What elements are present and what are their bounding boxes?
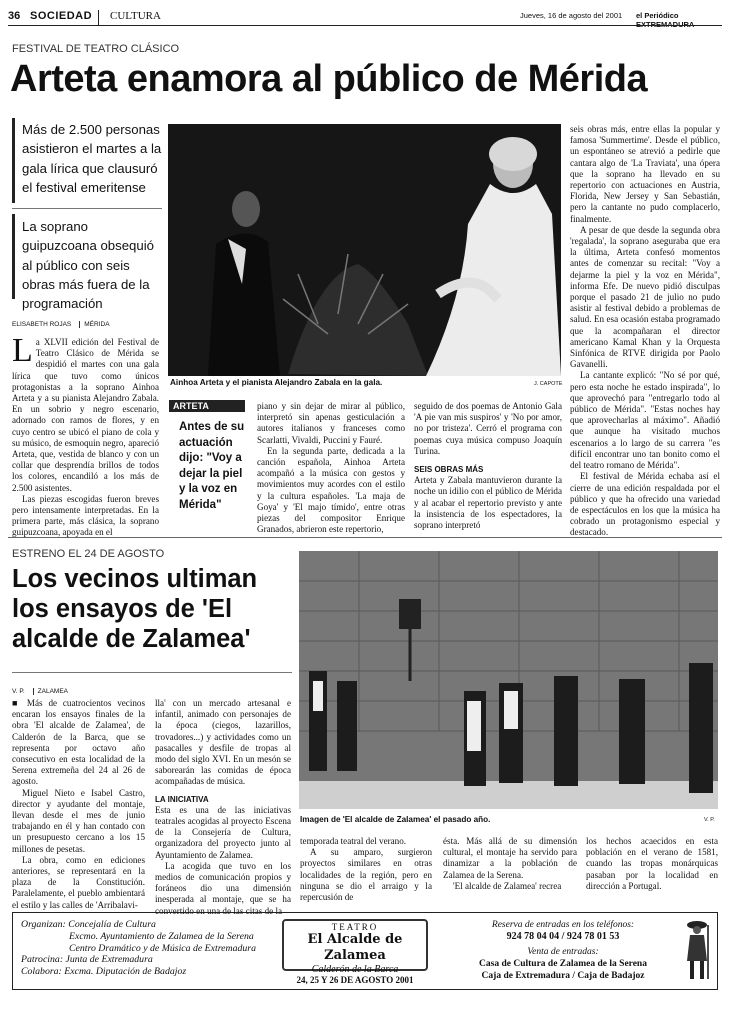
col4-paragraph-d: El festival de Mérida echaba así el cierre de una edición respaldada por el público y que ha ofrecido una variedad de espectáculos en los que la música ha cobrado un protagonismo especial y destacado. [570, 471, 720, 538]
pullquote-text: Antes de su actuación dijo: "Voy a dejar la piel y la voz en Mérida" [179, 421, 245, 511]
ad-author: Calderón de la Barca [311, 964, 399, 975]
article2-kicker: ESTRENO EL 24 DE AGOSTO [12, 548, 165, 560]
byline-place: MÉRIDA [79, 321, 109, 328]
page-number: 36 [8, 10, 21, 22]
section-divider [8, 537, 722, 538]
article2-col4 [443, 836, 577, 892]
advertisement-box [12, 912, 718, 990]
col2-paragraph: piano y sin dejar de mirar al público, interpretó sin apenas gesticulación a autores italianos y franceses como Scarlatti, Vivaldi, Puccini y Fauré. [257, 401, 405, 445]
col4-paragraph-b: A pesar de que desde la segunda obra 'regalada', la soprano aseguraba que era la última, Arteta confesó momentos antes de comenzar su recital: "Voy a dejarme la piel y la voz en Mérida", informa Efe. De nuevo pidió disculpas porque el pasado 21 de julio no pudo asistir al festival debido a problemas de salud. En esa ocasión estaba programado que la acompañaran el director americano Kamal Khan y la Orquesta Sinfónica de RTVE dirigida por Paolo Gavanelli. [570, 224, 720, 370]
a2-col1-paragraph-b: Miguel Nieto e Isabel Castro, director y ayudante del montaje, llevan desde el mes de junio trabajando en él y han contado con un presupuesto cercano a los 15 millones de pesetas. [12, 787, 145, 854]
header-divider [98, 10, 99, 25]
pullquote-label: ARTETA [169, 400, 245, 412]
play-photo-illustration [299, 551, 718, 809]
article2-col2 [155, 698, 291, 917]
article2-col5 [586, 836, 718, 892]
col3-paragraph-b: Arteta y Zabala mantuvieron durante la noche un idilio con el público de Mérida y al acabar el repertorio previsto y ante la insistencia de los espectadores, la soprano interpretó [414, 475, 562, 531]
ad-collab: Excma. Diputación de Badajoz [64, 966, 187, 978]
ad-sales-label: Venta de entradas: [527, 947, 599, 957]
article1-photo-caption: Ainhoa Arteta y el pianista Alejandro Zabala en la gala. [170, 378, 383, 387]
article2-headline: Los vecinos ultiman los ensayos de 'El alcalde de Zalamea' [12, 565, 258, 653]
col3-paragraph: seguido de dos poemas de Antonio Gala 'A pie van mis suspiros' y 'No por amor, no por tristeza'. Cerró el programa con poemas cuya música compuso Joaquín Turina. [414, 401, 562, 456]
ad-play-banner [282, 919, 428, 975]
summary-divider [12, 208, 162, 209]
ad-organizers-label: Organizan: [21, 919, 66, 930]
ad-organizers [21, 919, 283, 978]
a2-col5-paragraph: los hechos acaecidos en esta población en el verano de 1581, cuando las tropas monárquicas pasaban por la localidad en dirección a Portugal. [586, 836, 718, 891]
article1-col3 [414, 401, 562, 531]
col1-paragraph-b: Las piezas escogidas fueron breves pero intensamente interpretadas. En la primera parte, más clásica, la soprano guipuzcoana, apoyada en el [12, 493, 159, 538]
ad-collab-line [21, 966, 283, 978]
a2-col1-paragraph-c: La obra, como en ediciones anteriores, se representará en la plaza de la Constitución. Paralelamente, el pueblo ambientará el estilo y las calles de 'Arribalavi- [12, 854, 145, 910]
byline2-author: V. P. [12, 688, 25, 695]
col3-subhead: SEIS OBRAS MÁS [414, 465, 484, 475]
a2-col2-paragraph-b: Esta es una de las iniciativas teatrales acogidas al proyecto Escena de la Consejería de Cultura, organizadora del proyecto junto al Ayuntamiento de Zalamea. [155, 804, 291, 860]
ad-organizer-2: Excmo. Ayuntamiento de Zalamea de la Serena [69, 930, 254, 942]
article1-col2 [257, 401, 405, 535]
article2-col3 [300, 836, 432, 903]
a2-col3-paragraph-b: A su amparo, surgieron proyectos similares en otras localidades de la región, pero en ninguna se dio el arraigo y la repercusión de [300, 847, 432, 903]
paper-name: el Periódico [636, 11, 679, 20]
a2-col1-paragraph: ■ Más de cuatrocientos vecinos encaran los ensayos finales de la obra 'El alcalde de Zalamea', de Calderón de la Barca, que se representa por octavo año consecutivo en esta localidad de la Serena extremeña del 24 al 26 de agosto. [12, 698, 145, 787]
ad-organizer-3: Centro Dramático y de Música de Extremadura [69, 942, 257, 954]
article2-photo-caption: Imagen de 'El alcalde de Zalamea' el pasado año. [300, 815, 491, 824]
ad-sales-1: Casa de Cultura de Zalamea de la Serena [479, 959, 647, 969]
article1-summary-2: La soprano guipuzcoana obsequió al público con seis obras más fuera de la programación [22, 219, 154, 312]
ad-sponsor-line [21, 954, 283, 966]
article2-photo-credit: V. P. [704, 817, 715, 823]
ad-soldier-figure [681, 917, 713, 983]
ad-sales-2: Caja de Extremadura / Caja de Badajoz [481, 971, 645, 981]
a2-col2-paragraph: lla' con un mercado artesanal e infantil, animado con personajes de la época (ciegos, lazarillos, trovadores...) y actividades como un pasacalles y desfile de tropas al modo del siglo XVI. En un mesón se saborearán las comidas de época acompañadas de música. [155, 698, 291, 787]
soldier-icon [681, 917, 713, 983]
byline2-place: ZALAMEA [33, 688, 68, 695]
page-header [8, 10, 722, 26]
article1-photo-credit: J. CAPOTE [534, 381, 563, 387]
ad-phones: 924 78 04 04 / 924 78 01 53 [506, 931, 620, 942]
article1-col4 [570, 124, 720, 539]
article1-headline: Arteta enamora al público de Mérida [10, 58, 648, 100]
col2-paragraph-b: En la segunda parte, dedicada a la canción española, Ainhoa Arteta acompañó a la música con gestos y movimientos muy acordes con el estilo y la cultura españoles. 'La maja de Goya' y 'El majo tímido', entre otras piezas del compositor Enrique Granados, abrieron este repertorio, [257, 445, 405, 535]
dropcap: L [12, 332, 33, 369]
article2-photo [299, 551, 718, 809]
ad-sponsor-label: Patrocina: [21, 954, 64, 966]
ad-organizer-1: Concejalía de Cultura [68, 919, 156, 930]
section-label: SOCIEDAD [30, 10, 93, 22]
subsection-label: CULTURA [110, 10, 161, 22]
article2-byline [12, 680, 68, 698]
col1-paragraph: a XLVII edición del Festival de Teatro Clásico de Mérida se despidió el martes con una gala lírica que tuvo como únicos protagonistas a la soprano Ainhoa Arteta y a su pianista Alejandro Zabala. En un sobrio y negro escenario, adornado con ramos de flores, y en cuyo centro se ubicó el piano de cola y su músico, de esmoquin negro, apareció Arteta, que, vestida de blanco y con un collar que desprendía brillos de todos los colores, encandiló a los más de 2.500 asistentes. [12, 337, 159, 493]
a2-col4-paragraph-b: 'El alcalde de Zalamea' recrea [453, 880, 562, 891]
ad-organizers-line-2 [21, 931, 283, 943]
ad-organizers-line-3 [21, 943, 283, 955]
header-rule [8, 25, 722, 26]
ad-booking [443, 919, 683, 982]
article2-byline-rule [12, 672, 292, 673]
ad-sponsor: Junta de Extremadura [65, 954, 153, 966]
col4-paragraph: seis obras más, entre ellas la popular y famosa 'Summertime'. Desde el público, un espontáneo se atrevió a pedirle que cantara algo de 'La Traviata', una ópera que la soprano ha llevado en su repertorio con actuaciones en Austria, Florida, New Jersey y San Sebastián, pero la cantante no pudo complacerlo, finalmente. [570, 124, 720, 224]
summary-bar-1 [12, 118, 15, 203]
col4-paragraph-c: La cantante explicó: "No sé por qué, pero esta noche he estado inspirada", lo que aprovechó para "entregarlo todo al público de Mérida". "Estas noches hay que aprovecharlas al máximo". Añadió que aunque ha visitado muchos escenarios a lo largo de su carrera "es difícil encontrar uno tan bonito como el del teatro romano de Mérida". [570, 370, 720, 471]
byline-author: ELISABETH ROJAS [12, 321, 72, 328]
article2-col1 [12, 698, 145, 911]
ad-organizers-line-1 [21, 919, 283, 931]
concert-photo-illustration [168, 124, 561, 376]
a2-col2-subhead: LA INICIATIVA [155, 794, 209, 804]
a2-col2-paragraph-c: La acogida que tuvo en los medios de comunicación propios y foráneos dio una dimensión inesperada al montaje, que se ha convertido en una de las citas de la [155, 860, 291, 916]
ad-collab-label: Colabora: [21, 966, 62, 978]
ad-dates: 24, 25 Y 26 DE AGOSTO 2001 [296, 975, 414, 985]
article1-col1 [12, 332, 159, 539]
a2-col4-paragraph: ésta. Más allá de su dimensión cultural, el montaje ha servido para dinamizar a la población de Zalamea de la Serena. [443, 836, 577, 880]
article1-summary-1: Más de 2.500 personas asistieron el martes a la gala lírica que clausuró el festival emeritense [22, 122, 162, 195]
article1-kicker: FESTIVAL DE TEATRO CLÁSICO [12, 43, 180, 55]
a2-col3-paragraph: temporada teatral del verano. [300, 836, 407, 846]
article1-photo [168, 124, 561, 376]
article1-byline [12, 313, 110, 331]
ad-play-title: El Alcalde de Zalamea [307, 932, 403, 963]
ad-booking-label: Reserva de entradas en los teléfonos: [491, 920, 635, 930]
ad-theatre-label: TEATRO [331, 922, 379, 932]
issue-date: Jueves, 16 de agosto del 2001 [520, 11, 623, 20]
summary-bar-2 [12, 214, 15, 299]
pullquote [169, 400, 245, 520]
